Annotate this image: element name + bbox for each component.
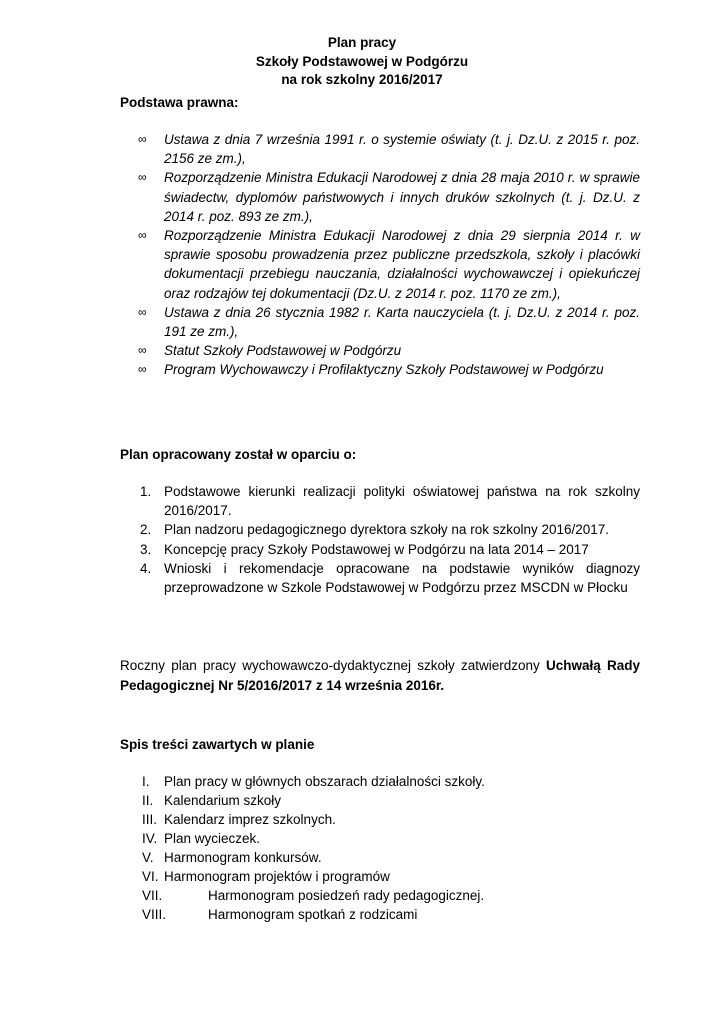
- document-title: [0, 34, 724, 90]
- approval-text: Roczny plan pracy wychowawczo-dydaktycznej szkoły zatwierdzony: [120, 658, 546, 673]
- contents-text: Plan wycieczek.: [164, 831, 261, 846]
- legal-basis-item: [120, 130, 640, 168]
- plan-basis-text: Koncepcję pracy Szkoły Podstawowej w Podgórzu na lata 2014 – 2017: [164, 541, 589, 557]
- contents-item: [120, 810, 640, 829]
- plan-basis-item: [120, 520, 640, 539]
- contents-text: Harmonogram posiedzeń rady pedagogicznej.: [208, 888, 485, 903]
- legal-basis-item: [120, 226, 640, 303]
- infinity-bullet-icon: ∞: [138, 132, 147, 146]
- legal-basis-list: [120, 130, 640, 380]
- contents-text: Harmonogram spotkań z rodzicami: [208, 907, 418, 922]
- title-line-3: na rok szkolny 2016/2017: [281, 72, 443, 87]
- legal-basis-text: Ustawa z dnia 7 września 1991 r. o systemie oświaty (t. j. Dz.U. z 2015 r. poz. 2156 ze zm.),: [164, 132, 640, 167]
- roman-numeral: VIII.: [142, 907, 167, 922]
- contents-list: [120, 772, 640, 924]
- plan-basis-heading: Plan opracowany został w oparciu o:: [120, 447, 357, 462]
- plan-basis-item: [120, 559, 640, 597]
- item-number: 1.: [140, 484, 152, 499]
- legal-basis-text: Rozporządzenie Ministra Edukacji Narodowej z dnia 29 sierpnia 2014 r. w sprawie sposobu prowadzenia przez publiczne przedszkola, szkoły i placówki dokumentacji przebiegu nauczania, działalności wychowawczej i opiekuńczej oraz rodzajów tej dokumentacji (Dz.U. z 2014 r. poz. 1170 ze zm.),: [164, 228, 640, 301]
- plan-basis-list: [120, 482, 640, 597]
- contents-heading: Spis treści zawartych w planie: [120, 737, 315, 752]
- contents-item: [120, 791, 640, 810]
- plan-basis-text: Podstawowe kierunki realizacji polityki oświatowej państwa na rok szkolny 2016/2017.: [164, 484, 640, 519]
- legal-basis-item: [120, 303, 640, 341]
- item-number: 2.: [140, 522, 152, 538]
- roman-numeral: III.: [142, 812, 158, 827]
- contents-item: [120, 848, 640, 867]
- contents-text: Plan pracy w głównych obszarach działalności szkoły.: [164, 774, 485, 789]
- contents-text: Kalendarz imprez szkolnych.: [164, 812, 336, 827]
- title-line-1: Plan pracy: [327, 35, 397, 50]
- plan-basis-text: Wnioski i rekomendacje opracowane na podstawie wyników diagnozy przeprowadzone w Szkole Podstawowej w Podgórzu przez MSCDN w Płocku: [164, 560, 640, 596]
- legal-basis-item: [120, 341, 640, 360]
- legal-basis-item: [120, 168, 640, 226]
- plan-basis-item: [120, 540, 640, 559]
- contents-item: [120, 905, 640, 924]
- legal-basis-text: Rozporządzenie Ministra Edukacji Narodowej z dnia 28 maja 2010 r. w sprawie świadectw, dyplomów państwowych i innych druków szkolnych (t. j. Dz.U. z 2014 r. poz. 893 ze zm.),: [164, 170, 640, 224]
- plan-basis-text: Plan nadzoru pedagogicznego dyrektora szkoły na rok szkolny 2016/2017.: [164, 522, 610, 538]
- approval-paragraph: [120, 656, 640, 696]
- roman-numeral: II.: [142, 793, 154, 808]
- contents-item: [120, 867, 640, 886]
- legal-basis-text: Statut Szkoły Podstawowej w Podgórzu: [164, 343, 402, 359]
- infinity-bullet-icon: ∞: [138, 362, 147, 377]
- contents-text: Harmonogram projektów i programów: [164, 869, 390, 884]
- roman-numeral: VII.: [142, 888, 163, 903]
- roman-numeral: I.: [142, 774, 150, 789]
- contents-item: [120, 886, 640, 905]
- legal-basis-text: Program Wychowawczy i Profilaktyczny Szkoły Podstawowej w Podgórzu: [164, 362, 604, 378]
- plan-basis-item: [120, 482, 640, 520]
- roman-numeral: IV.: [142, 831, 158, 846]
- legal-basis-text: Ustawa z dnia 26 stycznia 1982 r. Karta nauczyciela (t. j. Dz.U. z 2014 r. poz. 191 ze zm.),: [164, 304, 640, 340]
- roman-numeral: VI.: [142, 869, 159, 884]
- roman-numeral: V.: [142, 850, 154, 865]
- legal-basis-item: [120, 360, 640, 379]
- infinity-bullet-icon: ∞: [138, 304, 147, 319]
- legal-basis-heading: Podstawa prawna:: [120, 95, 239, 110]
- infinity-bullet-icon: ∞: [138, 343, 147, 358]
- infinity-bullet-icon: ∞: [138, 228, 147, 243]
- item-number: 4.: [140, 560, 152, 576]
- approval-resolution: Uchwałą Rady Pedagogicznej Nr 5/2016/2017 z 14 września 2016r.: [120, 658, 640, 693]
- contents-text: Kalendarium szkoły: [164, 793, 282, 808]
- title-line-2: Szkoły Podstawowej w Podgórzu: [255, 53, 469, 69]
- item-number: 3.: [140, 541, 152, 557]
- contents-item: [120, 829, 640, 848]
- contents-item: [120, 772, 640, 791]
- contents-text: Harmonogram konkursów.: [164, 850, 322, 865]
- infinity-bullet-icon: ∞: [138, 170, 147, 185]
